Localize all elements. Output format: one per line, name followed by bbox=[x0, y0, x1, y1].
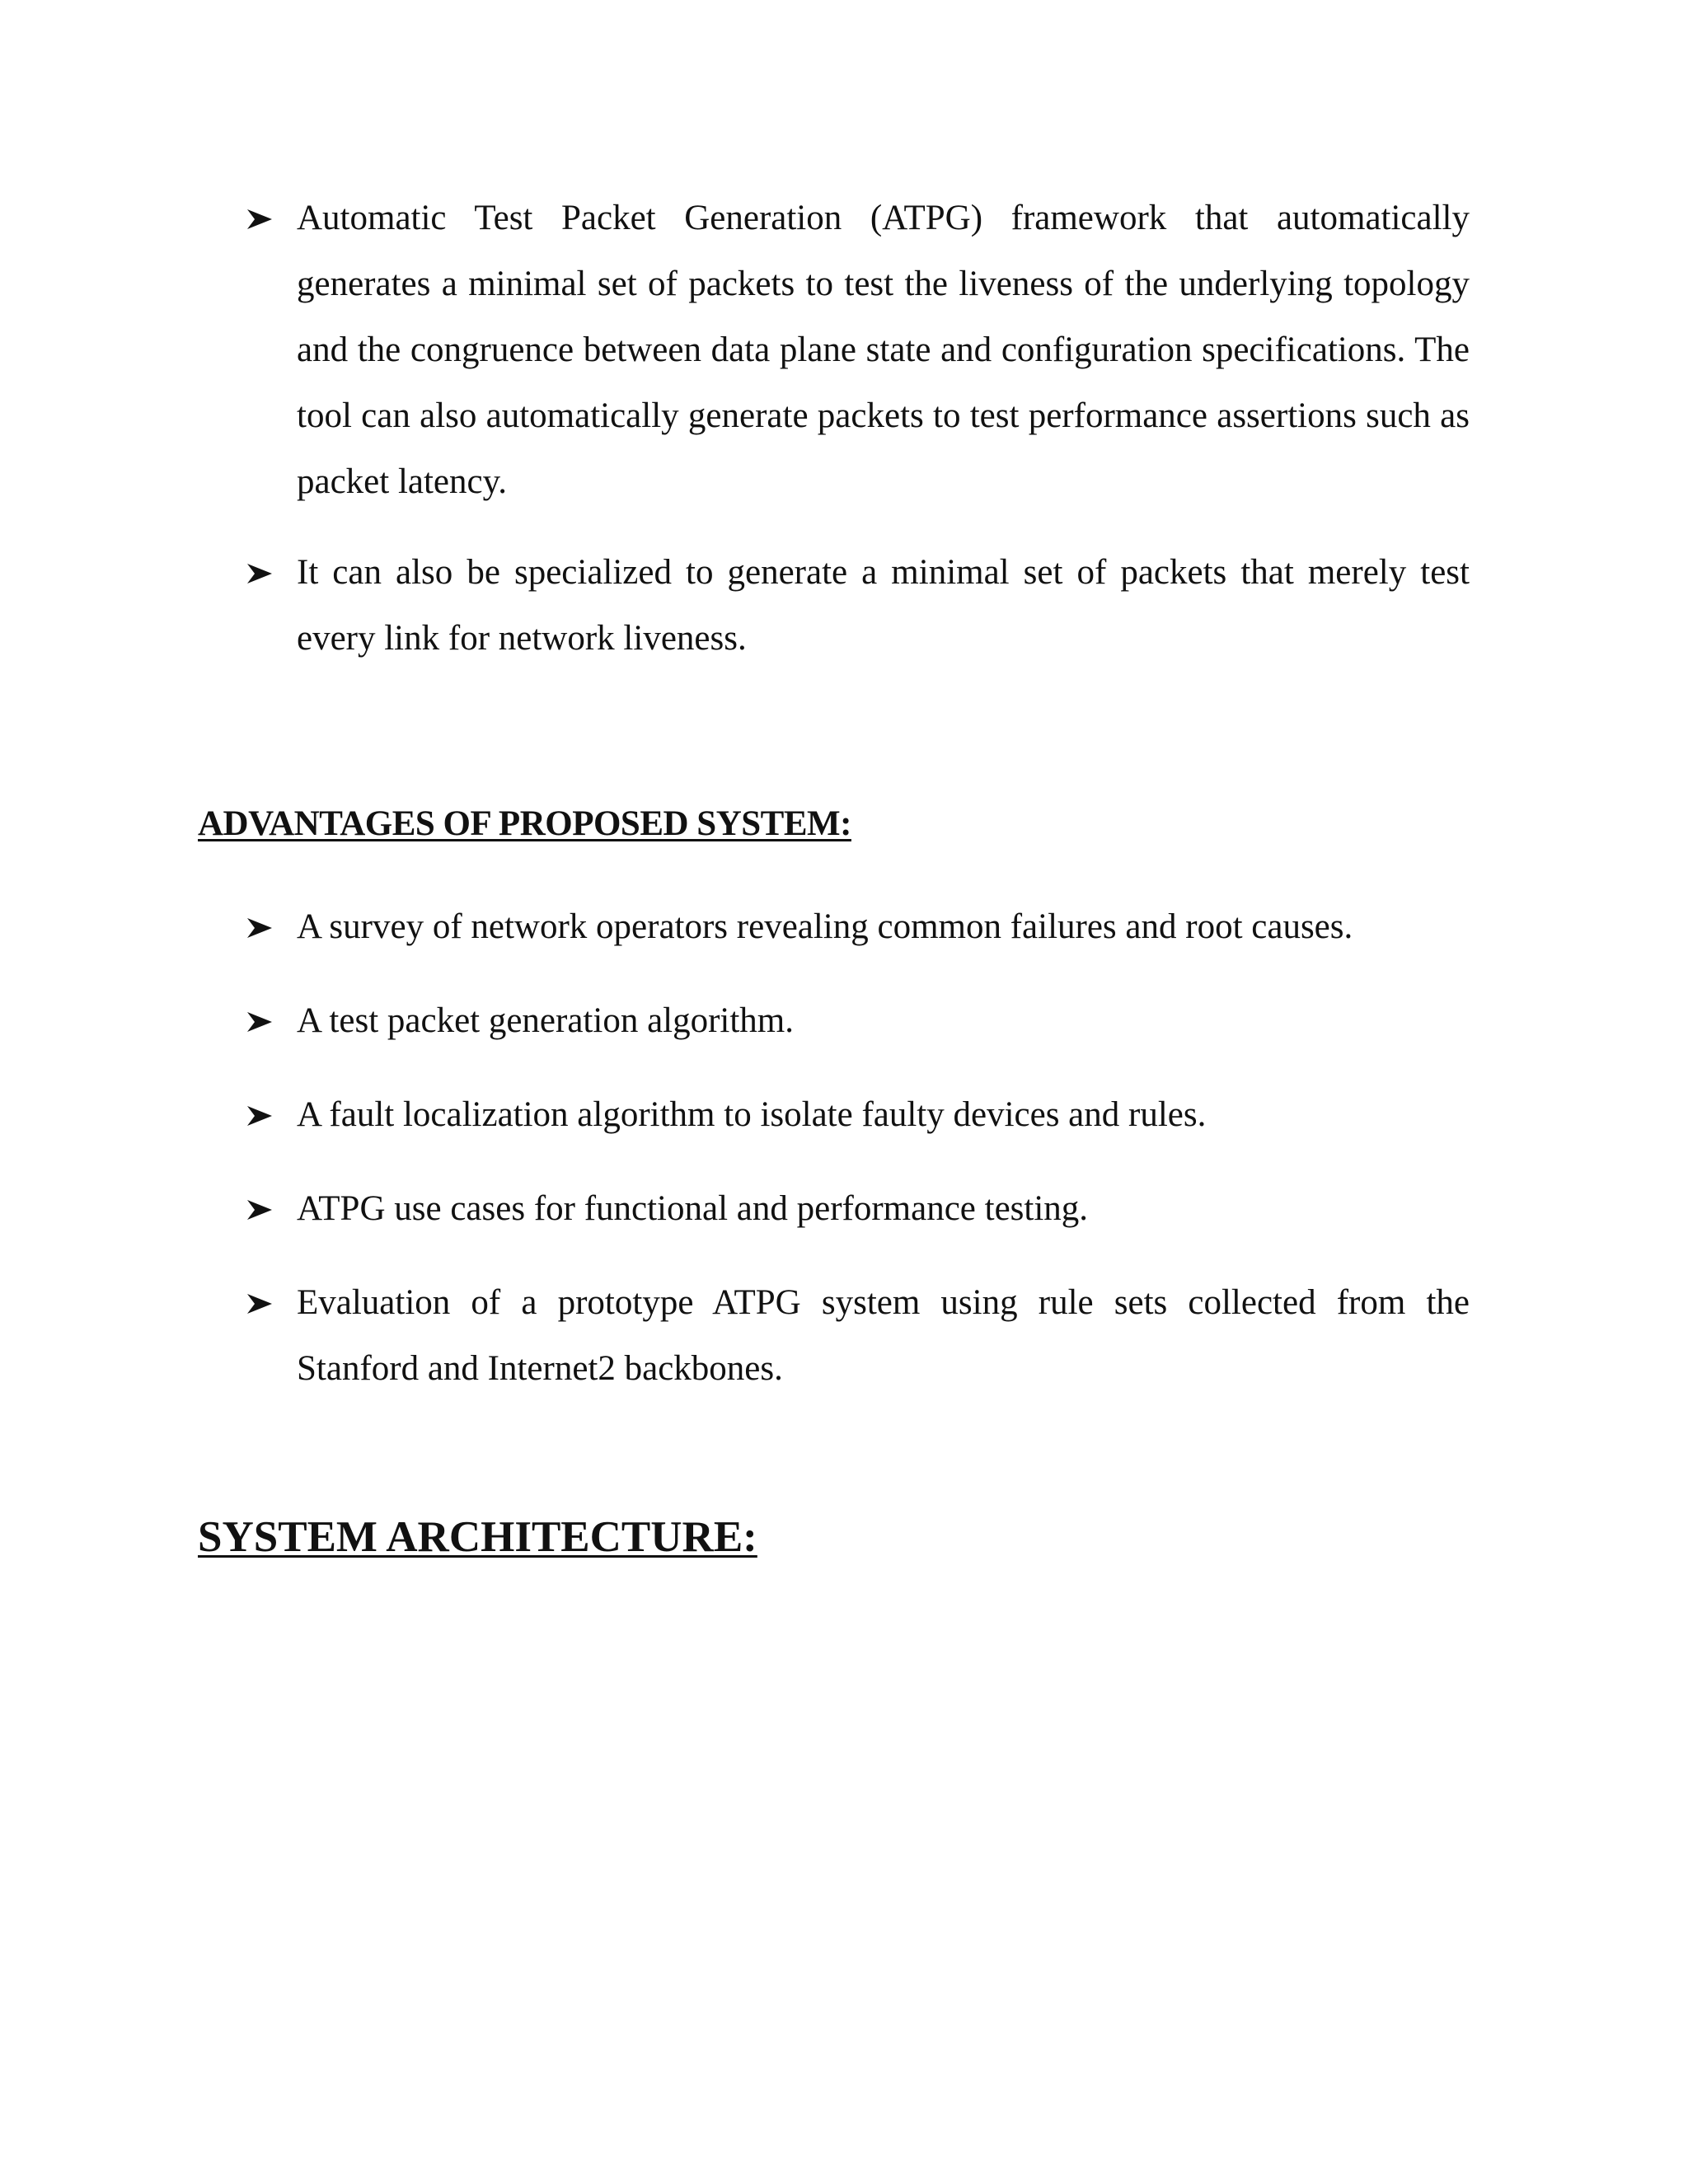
list-item bbox=[246, 988, 1470, 1054]
bullet-text: A fault localization algorithm to isolate faulty devices and rules. bbox=[297, 1095, 1207, 1134]
arrowhead-bullet-icon bbox=[246, 1292, 274, 1315]
bullet-text: Evaluation of a prototype ATPG system using rule sets collected from the Stanford and Internet2 backbones. bbox=[297, 1283, 1470, 1388]
list-item bbox=[246, 894, 1470, 960]
bullet-text: ATPG use cases for functional and performance testing. bbox=[297, 1189, 1089, 1228]
bullet-text: Automatic Test Packet Generation (ATPG) framework that automatically generates a minimal set of packets to test the liveness of the underlying topology and the congruence between data plane state and configuration specifications. The tool can also automatically generate packets to test performance assertions such as packet latency. bbox=[297, 199, 1470, 501]
list-item bbox=[246, 1270, 1470, 1402]
bullet-text: A survey of network operators revealing common failures and root causes. bbox=[297, 907, 1353, 946]
arrowhead-bullet-icon bbox=[246, 1104, 274, 1127]
list-item bbox=[246, 1082, 1470, 1148]
arrowhead-bullet-icon bbox=[246, 916, 274, 940]
advantages-bullet-list bbox=[246, 894, 1470, 1430]
architecture-heading: SYSTEM ARCHITECTURE: bbox=[198, 1513, 757, 1561]
intro-bullet-list bbox=[246, 185, 1470, 696]
arrowhead-bullet-icon bbox=[246, 562, 274, 585]
bullet-text: A test packet generation algorithm. bbox=[297, 1001, 795, 1040]
arrowhead-bullet-icon bbox=[246, 1198, 274, 1221]
arrowhead-bullet-icon bbox=[246, 208, 274, 231]
advantages-heading: ADVANTAGES OF PROPOSED SYSTEM: bbox=[198, 804, 851, 843]
bullet-text: It can also be specialized to generate a minimal set of packets that merely test every link for network liveness. bbox=[297, 553, 1470, 658]
list-item bbox=[246, 1176, 1470, 1242]
list-item bbox=[246, 540, 1470, 672]
arrowhead-bullet-icon bbox=[246, 1010, 274, 1033]
list-item bbox=[246, 185, 1470, 515]
